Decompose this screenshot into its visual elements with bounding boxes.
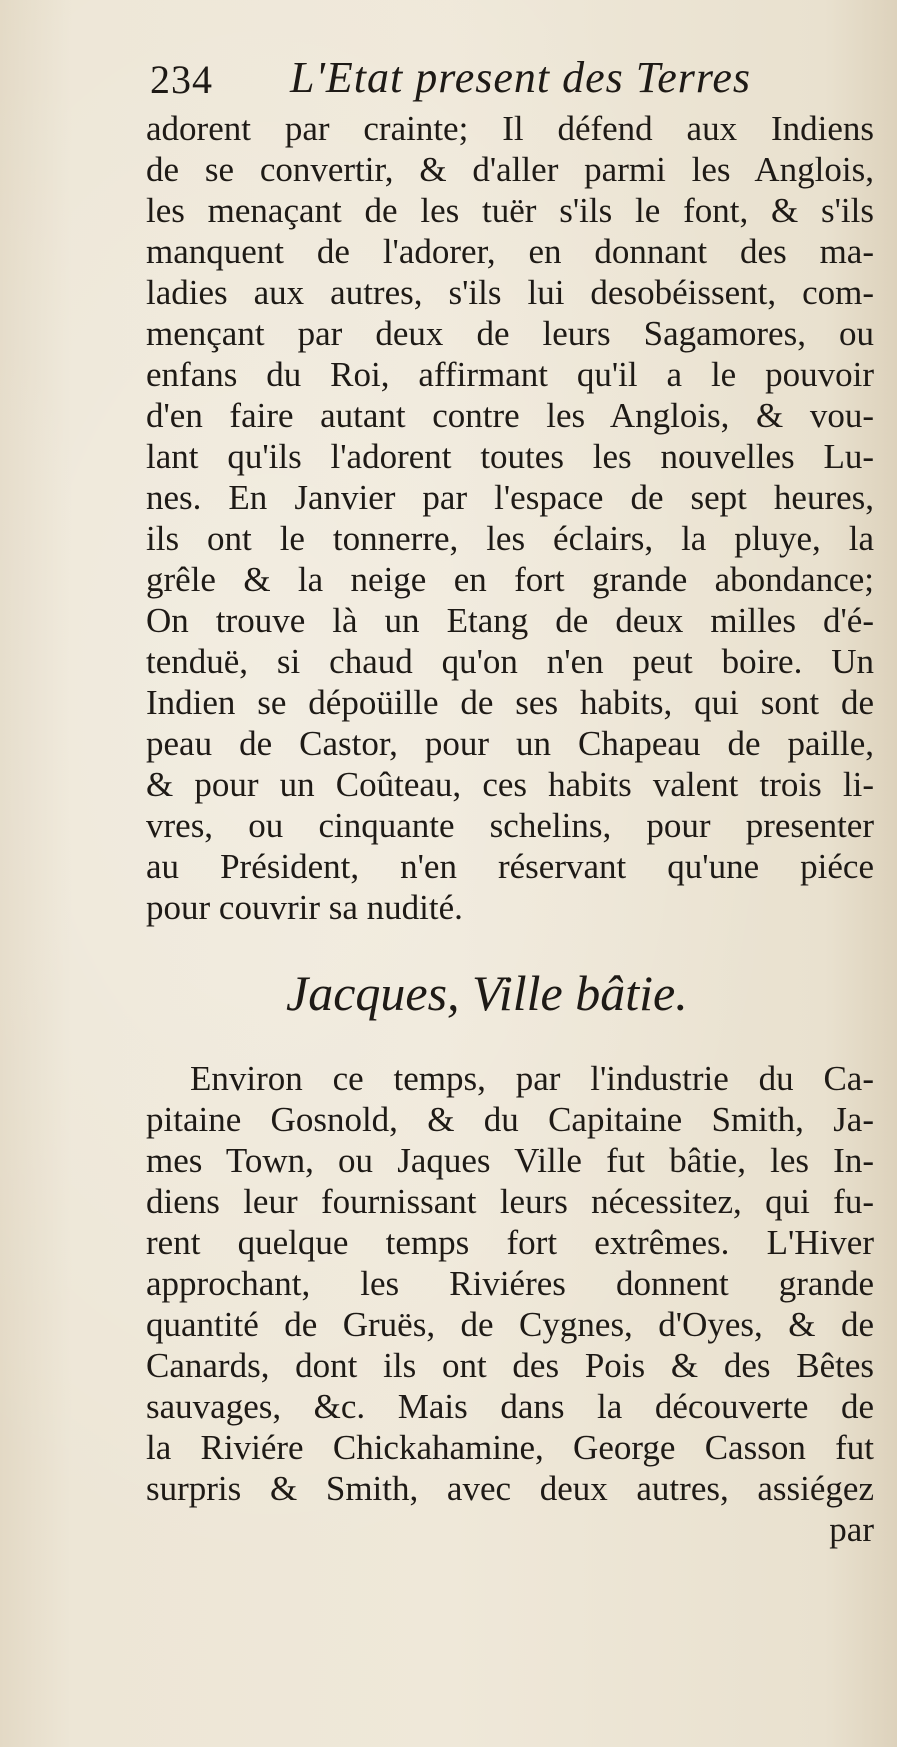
text-line: manquent de l'adorer, en donnant des ma- bbox=[146, 232, 874, 271]
text-line: surpris & Smith, avec deux autres, assiégez bbox=[146, 1469, 874, 1508]
section-heading: Jacques, Ville bâtie. bbox=[286, 965, 688, 1021]
text-line: approchant, les Riviéres donnent grande bbox=[146, 1264, 874, 1303]
paragraph-2 bbox=[146, 1058, 874, 1509]
text-line: quantité de Gruës, de Cygnes, d'Oyes, & de bbox=[146, 1305, 874, 1344]
text-line: sauvages, &c. Mais dans la découverte de bbox=[146, 1387, 874, 1426]
text-line: de se convertir, & d'aller parmi les Anglois, bbox=[146, 150, 874, 189]
text-line: Indien se dépoüille de ses habits, qui sont de bbox=[146, 683, 874, 722]
text-line: rent quelque temps fort extrêmes. L'Hiver bbox=[146, 1223, 874, 1262]
text-line: ils ont le tonnerre, les éclairs, la pluye, la bbox=[146, 519, 874, 558]
text-block bbox=[146, 108, 874, 1550]
text-line: lant qu'ils l'adorent toutes les nouvelles Lu- bbox=[146, 437, 874, 476]
text-line: au Président, n'en réservant qu'une piéce bbox=[146, 847, 874, 886]
paragraph-1 bbox=[146, 108, 874, 928]
text-line: & pour un Coûteau, ces habits valent trois li- bbox=[146, 765, 874, 804]
text-line: enfans du Roi, affirmant qu'il a le pouvoir bbox=[146, 355, 874, 394]
text-line: tenduë, si chaud qu'on n'en peut boire. Un bbox=[146, 642, 874, 681]
text-line: mençant par deux de leurs Sagamores, ou bbox=[146, 314, 874, 353]
text-line: peau de Castor, pour un Chapeau de paille, bbox=[146, 724, 874, 763]
text-line: d'en faire autant contre les Anglois, & vou- bbox=[146, 396, 874, 435]
catchword: par bbox=[829, 1510, 874, 1549]
text-line: adorent par crainte; Il défend aux Indiens bbox=[146, 109, 874, 148]
text-line: grêle & la neige en fort grande abondance; bbox=[146, 560, 874, 599]
text-line: les menaçant de les tuër s'ils le font, & s'ils bbox=[146, 191, 874, 230]
text-line: pitaine Gosnold, & du Capitaine Smith, Ja- bbox=[146, 1100, 874, 1139]
text-line: Environ ce temps, par l'industrie du Ca- bbox=[190, 1059, 874, 1098]
text-line: On trouve là un Etang de deux milles d'é- bbox=[146, 601, 874, 640]
text-line: vres, ou cinquante schelins, pour presenter bbox=[146, 806, 874, 845]
page-header bbox=[150, 52, 870, 108]
text-line: Canards, dont ils ont des Pois & des Bêtes bbox=[146, 1346, 874, 1385]
text-line: pour couvrir sa nudité. bbox=[146, 888, 463, 927]
text-line: mes Town, ou Jaques Ville fut bâtie, les In- bbox=[146, 1141, 874, 1180]
text-line: la Riviére Chickahamine, George Casson fut bbox=[146, 1428, 874, 1467]
text-line: ladies aux autres, s'ils lui desobéissent, com- bbox=[146, 273, 874, 312]
text-line: nes. En Janvier par l'espace de sept heures, bbox=[146, 478, 874, 517]
text-line: diens leur fournissant leurs nécessitez, qui fu- bbox=[146, 1182, 874, 1221]
running-title: L'Etat present des Terres bbox=[290, 53, 751, 102]
page-number: 234 bbox=[150, 57, 213, 102]
